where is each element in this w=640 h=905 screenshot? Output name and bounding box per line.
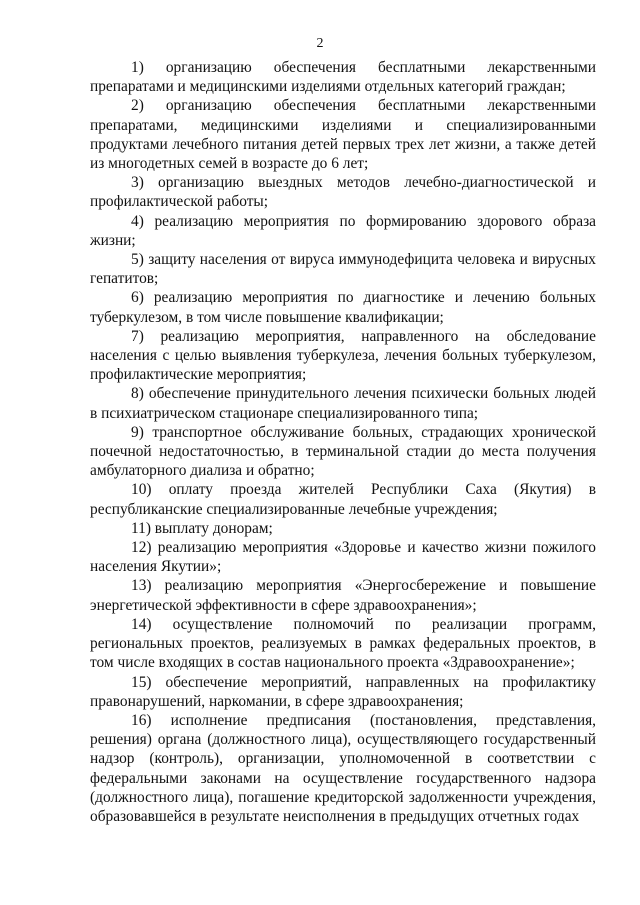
list-item: 15) обеспечение мероприятий, направленных на профилактику правонарушений, наркомании, в сфере здравоохранения; — [90, 673, 596, 710]
list-item: 12) реализацию мероприятия «Здоровье и качество жизни пожилого населения Якутии»; — [90, 539, 596, 576]
list-item: 2) организацию обеспечения бесплатными лекарственными препаратами, медицинскими изделиями и специализированными продуктами лечебного питания детей первых трех лет жизни, а также детей из многодетных семей в возрасте до 6 лет; — [90, 97, 596, 173]
list-item: 8) обеспечение принудительного лечения психически больных людей в психиатрическом стационаре специализированного типа; — [90, 385, 596, 422]
list-item: 9) транспортное обслуживание больных, страдающих хронической почечной недостаточностью, в терминальной стадии до места получения амбулаторного диализа и обратно; — [90, 423, 596, 480]
page-number: 2 — [316, 36, 324, 51]
list-item: 16) исполнение предписания (постановления, представления, решения) органа (должностного лица), осуществляющего государственный надзор (контроль), организации, уполномоченной в соответствии с федеральными законами на осуществление государственного надзора (должностного лица), погашение кредиторской задолженности учреждения, образовавшейся в результате неисполнения в предыдущих отчетных годах — [90, 711, 596, 825]
list-item: 13) реализацию мероприятия «Энергосбережение и повышение энергетической эффективности в сфере здравоохранения»; — [90, 577, 596, 614]
list-item: 11) выплату донорам; — [131, 519, 273, 537]
list-item: 7) реализацию мероприятия, направленного на обследование населения с целью выявления туберкулеза, лечения больных туберкулезом, профилактические мероприятия; — [90, 327, 596, 384]
list-item: 1) организацию обеспечения бесплатными лекарственными препаратами и медицинскими изделиями отдельных категорий граждан; — [90, 59, 596, 96]
list-item: 6) реализацию мероприятия по диагностике и лечению больных туберкулезом, в том числе повышение квалификации; — [90, 289, 596, 326]
document-body — [90, 58, 596, 826]
list-item: 5) защиту населения от вируса иммунодефицита человека и вирусных гепатитов; — [90, 251, 596, 288]
list-item: 10) оплату проезда жителей Республики Саха (Якутия) в республиканские специализированные лечебные учреждения; — [90, 481, 596, 518]
list-item: 14) осуществление полномочий по реализации программ, региональных проектов, реализуемых в рамках федеральных проектов, в том числе входящих в состав национального проекта «Здравоохранение»; — [90, 615, 596, 672]
list-item: 3) организацию выездных методов лечебно-диагностической и профилактической работы; — [90, 174, 596, 211]
list-item: 4) реализацию мероприятия по формированию здорового образа жизни; — [90, 212, 596, 249]
